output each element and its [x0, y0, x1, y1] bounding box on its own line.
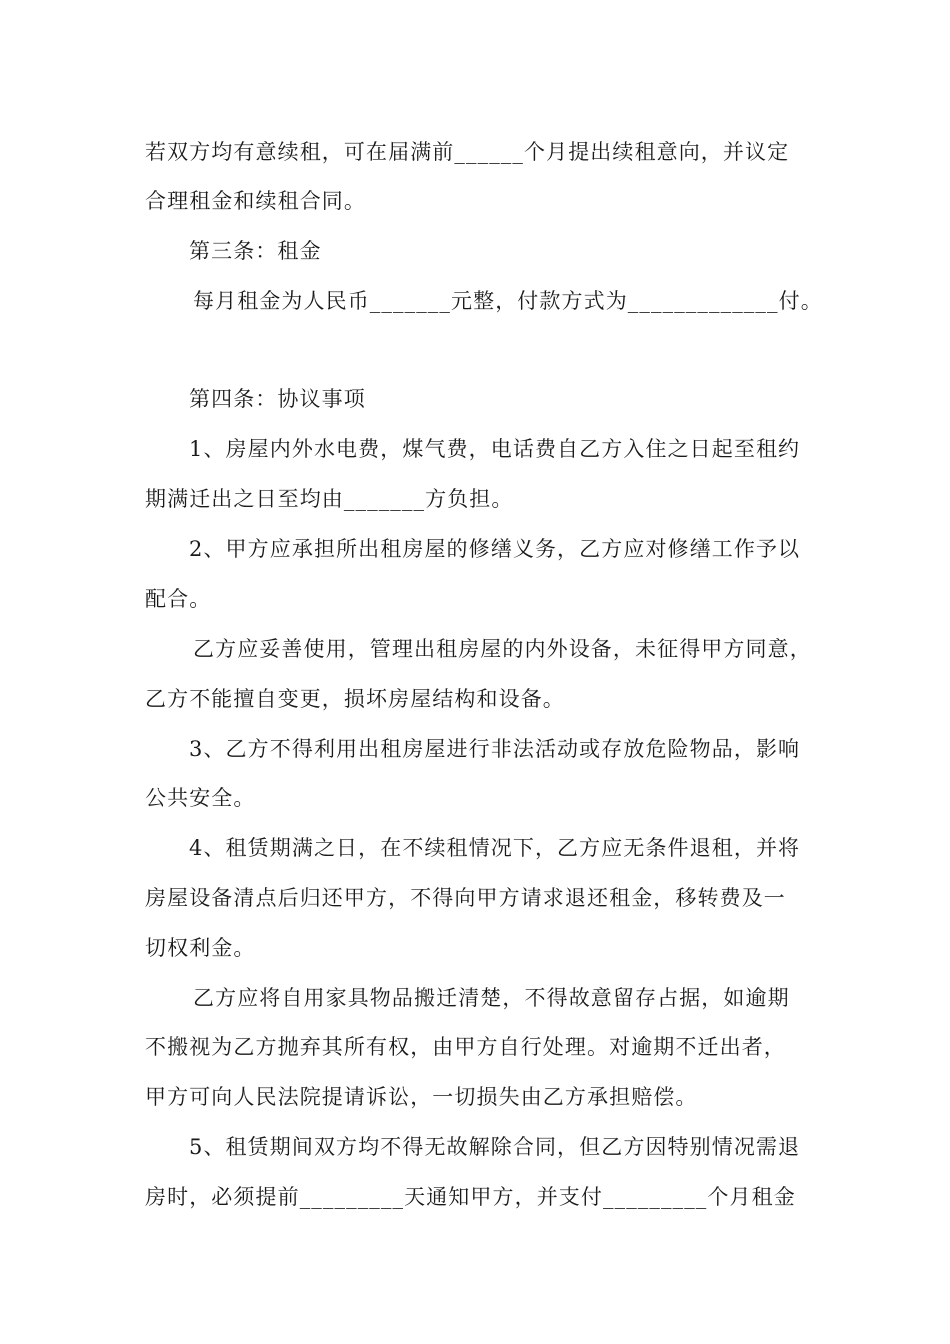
text-line: 公共安全。: [145, 786, 256, 810]
section-heading: 第三条：租金: [189, 239, 322, 263]
text-line: 5、租赁期间双方均不得无故解除合同，但乙方因特别情况需退: [189, 1135, 801, 1159]
text-line: 甲方可向人民法院提请诉讼，一切损失由乙方承担赔偿。: [145, 1085, 698, 1109]
text-line: 期满迁出之日至均由_______方负担。: [145, 487, 514, 511]
text-line: 乙方不能擅自变更，损坏房屋结构和设备。: [145, 687, 565, 711]
text-line: 3、乙方不得利用出租房屋进行非法活动或存放危险物品，影响: [189, 737, 801, 761]
text-line: 乙方应将自用家具物品搬迁清楚，不得故意留存占据，如逾期: [193, 986, 790, 1010]
text-line: 乙方应妥善使用，管理出租房屋的内外设备，未征得甲方同意，: [193, 637, 812, 661]
section-heading: 第四条：协议事项: [189, 387, 366, 411]
text-line: 房屋设备清点后归还甲方，不得向甲方请求退还租金，移转费及一: [145, 886, 786, 910]
text-line: 配合。: [145, 587, 212, 611]
text-line: 1、房屋内外水电费，煤气费，电话费自乙方入住之日起至租约: [189, 437, 801, 461]
text-line: 不搬视为乙方抛弃其所有权，由甲方自行处理。对逾期不迁出者，: [145, 1035, 786, 1059]
text-line: 切权利金。: [145, 936, 256, 960]
text-line: 4、租赁期满之日，在不续租情况下，乙方应无条件退租，并将: [189, 836, 801, 860]
text-line: 每月租金为人民币_______元整，付款方式为_____________付。: [193, 289, 823, 313]
text-line: 若双方均有意续租，可在届满前______个月提出续租意向，并议定: [145, 140, 790, 164]
text-line: 房时，必须提前_________天通知甲方，并支付_________个月租金: [145, 1185, 796, 1209]
text-line: 2、甲方应承担所出租房屋的修缮义务，乙方应对修缮工作予以: [189, 537, 801, 561]
text-line: 合理租金和续租合同。: [145, 189, 366, 213]
